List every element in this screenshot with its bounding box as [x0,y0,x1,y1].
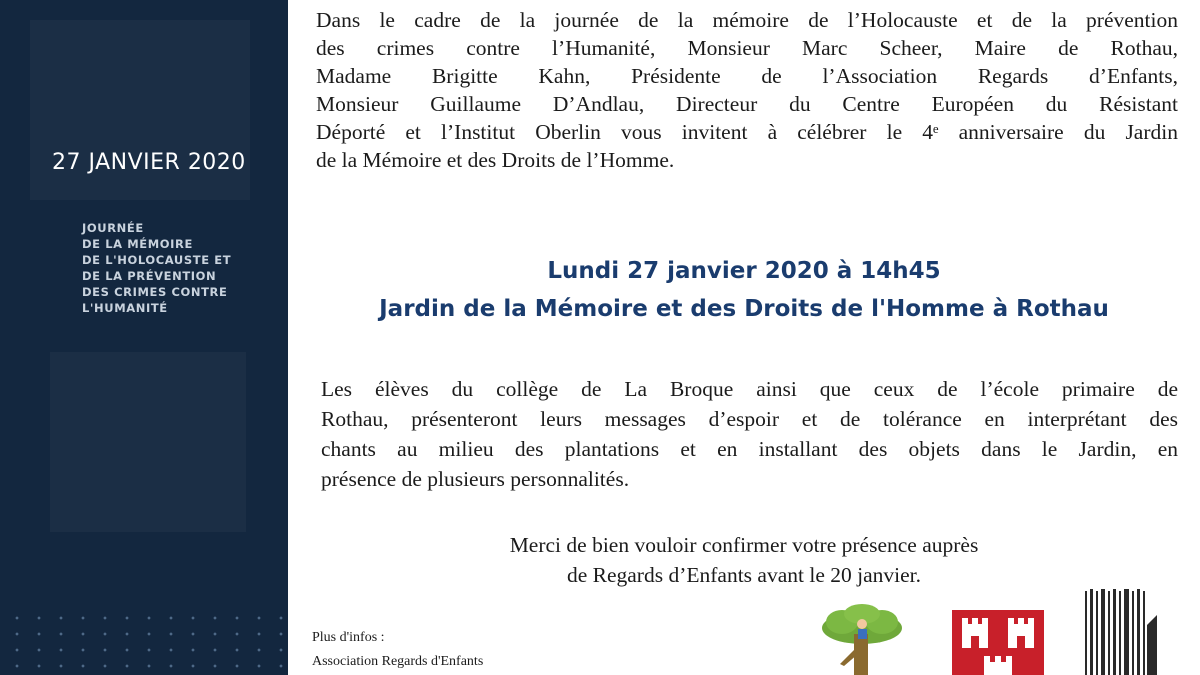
sidebar-title-line: JOURNÉE [82,221,144,235]
contact-org: Association Regards d'Enfants [312,654,484,669]
program-line: Les élèves du collège de La Broque ainsi que ceux de l’école primaire de [321,377,1178,401]
intro-line: Déporté et l’Institut Oberlin vous invitent à célébrer le 4ᵉ anniversaire du Jardin [316,120,1178,144]
barcode-logo [1081,585,1157,675]
program-line: présence de plusieurs personnalités. [321,467,630,491]
sidebar-title-line: DE LA MÉMOIRE [82,237,193,251]
intro-line: des crimes contre l’Humanité, Monsieur Marc Scheer, Maire de Rothau, [316,36,1178,60]
program-line: Rothau, présenteront leurs messages d’espoir et de tolérance en interprétant des [321,407,1178,431]
sidebar-panel [0,0,288,675]
program-line: chants au milieu des plantations et en installant des objets dans le Jardin, en [321,437,1178,461]
event-headline [288,252,1200,328]
rsvp-line: Merci de bien vouloir confirmer votre présence auprès [509,533,979,557]
sidebar-decor-panel [50,352,246,532]
dot-pattern [0,608,288,675]
event-date: Lundi 27 janvier 2020 à 14h45 [547,258,941,284]
intro-paragraph [316,6,1178,174]
invitation-content [288,0,1200,675]
contact-label: Plus d'infos : [312,630,385,645]
sidebar-date: 27 JANVIER 2020 [52,150,246,175]
program-paragraph [321,374,1178,494]
contact-info [312,626,483,674]
intro-line: Madame Brigitte Kahn, Présidente de l’Association Regards d’Enfants, [316,64,1178,88]
sidebar-title-line: L'HUMANITÉ [82,301,168,315]
sidebar-title-line: DE L'HOLOCAUSTE ET [82,253,232,267]
tree-logo [812,600,912,675]
event-place: Jardin de la Mémoire et des Droits de l'Homme à Rothau [379,296,1109,322]
sidebar-event-title [82,220,231,316]
rothau-crest-logo [948,610,1048,675]
intro-line: de la Mémoire et des Droits de l’Homme. [316,148,675,172]
rsvp-line: de Regards d’Enfants avant le 20 janvier. [566,563,922,587]
intro-line: Monsieur Guillaume D’Andlau, Directeur du Centre Européen du Résistant [316,92,1178,116]
sidebar-title-line: DES CRIMES CONTRE [82,285,228,299]
sidebar-title-line: DE LA PRÉVENTION [82,269,217,283]
rsvp-note [288,530,1200,590]
intro-line: Dans le cadre de la journée de la mémoire de l’Holocauste et de la prévention [316,8,1178,32]
